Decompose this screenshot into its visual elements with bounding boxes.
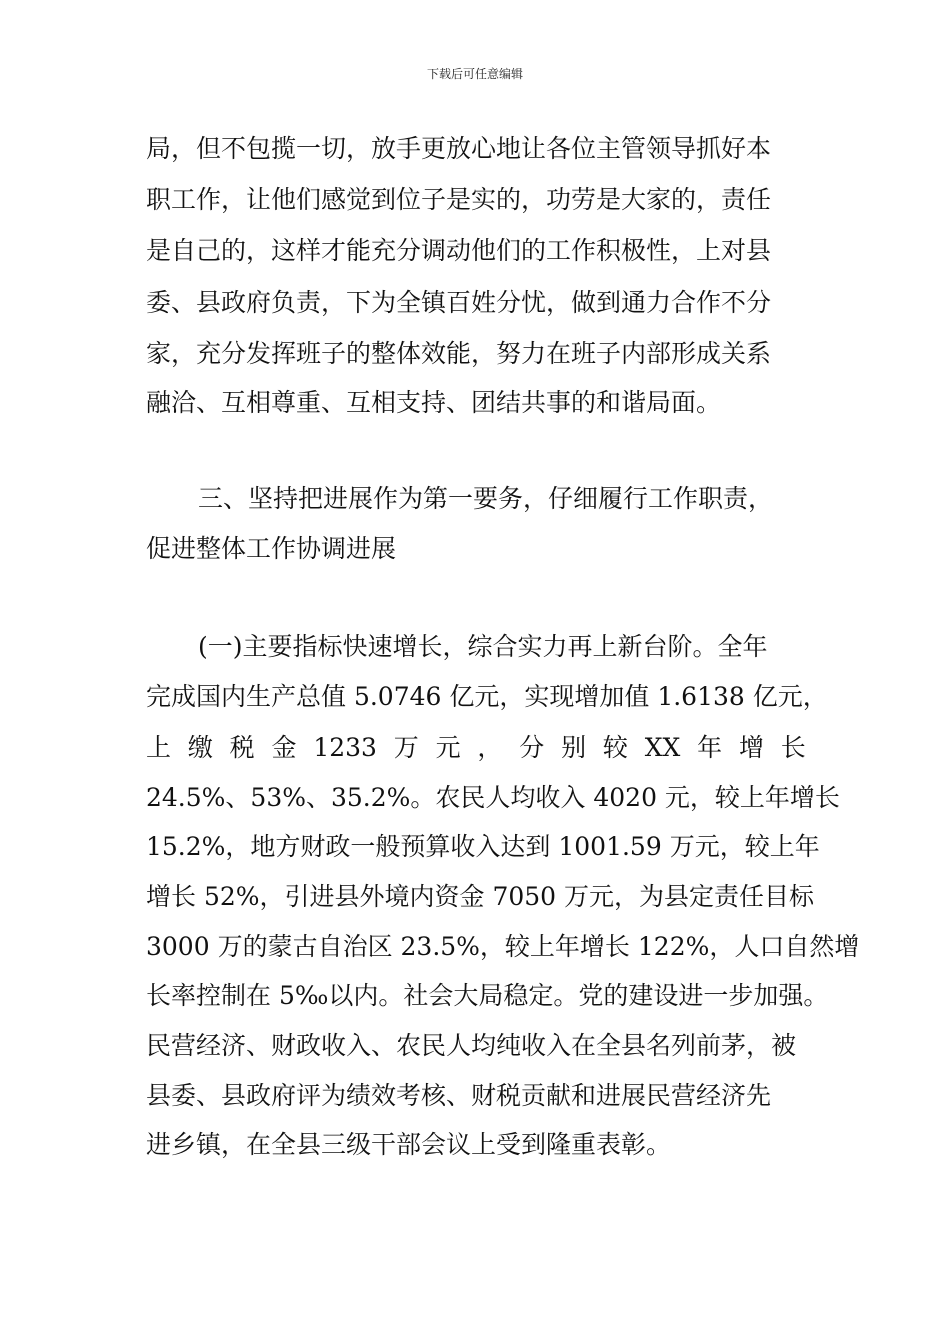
paragraph-2-line-7: 3000 万的蒙古自治区 23.5%，较上年增长 122%，人口自然增 xyxy=(146,932,860,961)
spread-token: 税 xyxy=(229,733,255,762)
paragraph-1-line-4: 委、县政府负责，下为全镇百姓分忧，做到通力合作不分 xyxy=(146,288,772,317)
section-heading-line-2: 促进整体工作协调进展 xyxy=(146,534,397,563)
paragraph-2-line-11: 进乡镇，在全县三级干部会议上受到隆重表彰。 xyxy=(146,1130,672,1159)
paragraph-1-line-3: 是自己的，这样才能充分调动他们的工作积极性，上对县 xyxy=(146,236,772,265)
spread-token: 分 xyxy=(519,733,545,762)
section-heading-line-1: 三、坚持把进展作为第一要务，仔细履行工作职责， xyxy=(198,484,774,513)
paragraph-2-line-6: 增长 52%，引进县外境内资金 7050 万元，为县定责任目标 xyxy=(146,882,815,911)
paragraph-1-line-5: 家，充分发挥班子的整体效能，努力在班子内部形成关系 xyxy=(146,339,772,368)
spread-token: 1233 xyxy=(313,733,377,762)
paragraph-1-line-6: 融洽、互相尊重、互相支持、团结共事的和谐局面。 xyxy=(146,388,722,417)
spread-token: 较 xyxy=(602,733,628,762)
spread-token: 缴 xyxy=(187,733,213,762)
paragraph-2-line-8: 长率控制在 5‰以内。社会大局稳定。党的建设进一步加强。 xyxy=(146,981,829,1010)
spread-token: 增 xyxy=(738,733,764,762)
spread-token: 上 xyxy=(146,733,172,762)
spread-token: ， xyxy=(477,733,503,762)
page-header: 下载后可任意编辑 xyxy=(426,67,523,81)
spread-token: 年 xyxy=(697,733,723,762)
spread-token: 万 xyxy=(393,733,419,762)
spread-token: 别 xyxy=(561,733,587,762)
paragraph-2-line-2: 完成国内生产总值 5.0746 亿元，实现增加值 1.6138 亿元， xyxy=(146,682,828,711)
paragraph-2-line-4: 24.5%、53%、35.2%。农民人均收入 4020 元，较上年增长 xyxy=(146,783,840,812)
paragraph-2-line-5: 15.2%，地方财政一般预算收入达到 1001.59 万元，较上年 xyxy=(146,832,820,861)
paragraph-2-line-10: 县委、县政府评为绩效考核、财税贡献和进展民营经济先 xyxy=(146,1081,772,1110)
paragraph-1-line-1: 局，但不包揽一切，放手更放心地让各位主管领导抓好本 xyxy=(146,134,772,163)
paragraph-2-line-3 xyxy=(146,731,806,765)
spread-token: 金 xyxy=(271,733,297,762)
paragraph-1-line-2: 职工作，让他们感觉到位子是实的，功劳是大家的，责任 xyxy=(146,185,772,214)
spread-token: XX xyxy=(644,733,681,762)
paragraph-2-line-1: (一)主要指标快速增长，综合实力再上新台阶。全年 xyxy=(198,632,768,661)
spread-token: 元 xyxy=(435,733,461,762)
paragraph-2-line-9: 民营经济、财政收入、农民人均纯收入在全县名列前茅，被 xyxy=(146,1031,797,1060)
spread-token: 长 xyxy=(780,733,806,762)
